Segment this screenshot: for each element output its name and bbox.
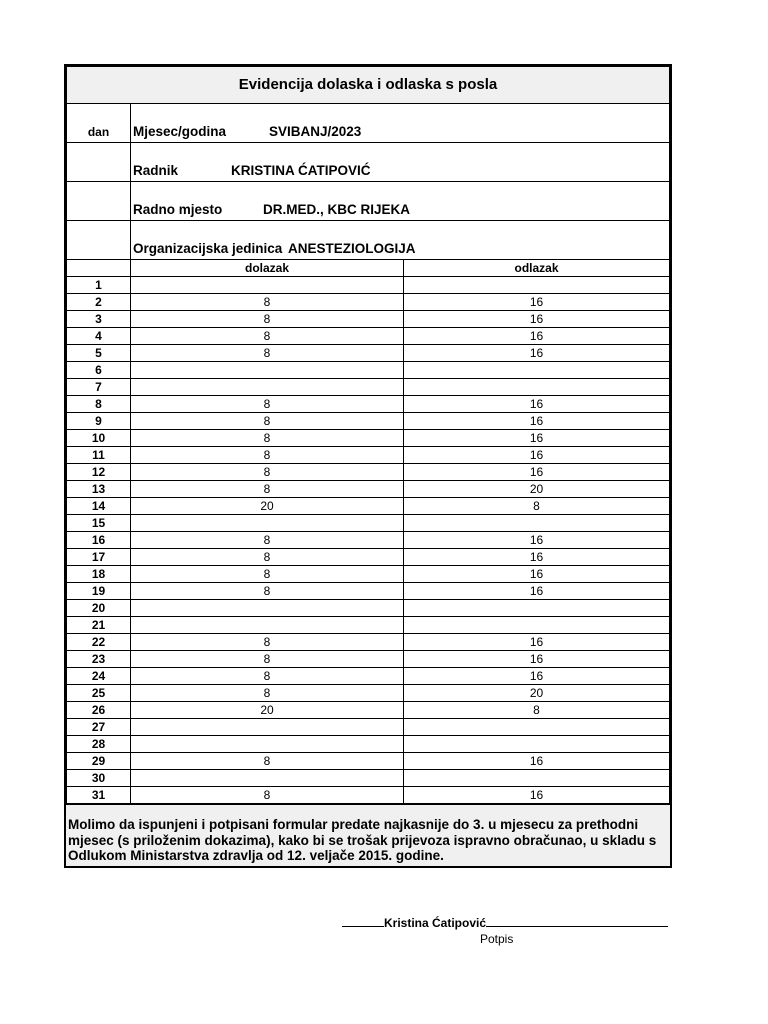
arrival-cell: 8 bbox=[131, 396, 404, 413]
arrival-cell: 8 bbox=[131, 753, 404, 770]
departure-cell bbox=[404, 600, 670, 617]
arrival-cell: 8 bbox=[131, 447, 404, 464]
arrival-cell: 8 bbox=[131, 651, 404, 668]
arrival-cell: 8 bbox=[131, 464, 404, 481]
attendance-table bbox=[66, 66, 670, 804]
departure-cell: 16 bbox=[404, 464, 670, 481]
arrival-cell bbox=[131, 362, 404, 379]
day-number: 21 bbox=[67, 617, 131, 634]
day-number: 26 bbox=[67, 702, 131, 719]
day-row bbox=[67, 515, 670, 532]
day-row bbox=[67, 651, 670, 668]
day-number: 28 bbox=[67, 736, 131, 753]
day-number: 6 bbox=[67, 362, 131, 379]
departure-cell: 16 bbox=[404, 566, 670, 583]
day-number: 12 bbox=[67, 464, 131, 481]
day-row bbox=[67, 668, 670, 685]
departure-cell: 20 bbox=[404, 685, 670, 702]
day-row bbox=[67, 396, 670, 413]
day-number: 13 bbox=[67, 481, 131, 498]
departure-cell: 8 bbox=[404, 498, 670, 515]
day-row bbox=[67, 617, 670, 634]
day-row bbox=[67, 481, 670, 498]
position-value: DR.MED., KBC RIJEKA bbox=[263, 202, 411, 217]
day-row bbox=[67, 328, 670, 345]
worker-value: KRISTINA ĆATIPOVIĆ bbox=[231, 163, 371, 178]
arrival-cell: 8 bbox=[131, 634, 404, 651]
departure-cell: 20 bbox=[404, 481, 670, 498]
blank-cell bbox=[67, 143, 131, 182]
arrival-cell: 8 bbox=[131, 413, 404, 430]
day-number: 30 bbox=[67, 770, 131, 787]
departure-cell: 16 bbox=[404, 345, 670, 362]
signature-name: Kristina Ćatipović bbox=[384, 916, 487, 930]
unit-row bbox=[131, 221, 670, 260]
departure-header: odlazak bbox=[404, 260, 670, 277]
day-row bbox=[67, 345, 670, 362]
position-label: Radno mjesto bbox=[133, 202, 223, 217]
month-label: Mjesec/godina bbox=[133, 124, 227, 139]
day-number: 4 bbox=[67, 328, 131, 345]
departure-cell: 16 bbox=[404, 583, 670, 600]
day-row bbox=[67, 753, 670, 770]
arrival-cell bbox=[131, 515, 404, 532]
day-number: 25 bbox=[67, 685, 131, 702]
signature-underline-right bbox=[486, 914, 668, 927]
arrival-cell: 8 bbox=[131, 583, 404, 600]
day-row bbox=[67, 736, 670, 753]
arrival-cell bbox=[131, 617, 404, 634]
day-row bbox=[67, 430, 670, 447]
day-number: 2 bbox=[67, 294, 131, 311]
signature-label: Potpis bbox=[480, 932, 514, 946]
departure-cell: 16 bbox=[404, 634, 670, 651]
unit-value: ANESTEZIOLOGIJA bbox=[288, 241, 416, 256]
arrival-cell: 8 bbox=[131, 430, 404, 447]
day-number: 7 bbox=[67, 379, 131, 396]
departure-cell: 16 bbox=[404, 413, 670, 430]
departure-cell bbox=[404, 719, 670, 736]
departure-cell bbox=[404, 617, 670, 634]
day-row bbox=[67, 277, 670, 294]
day-row bbox=[67, 770, 670, 787]
signature-underline-left bbox=[342, 914, 384, 927]
departure-cell: 16 bbox=[404, 787, 670, 804]
day-number: 18 bbox=[67, 566, 131, 583]
day-number: 23 bbox=[67, 651, 131, 668]
day-number: 31 bbox=[67, 787, 131, 804]
arrival-cell: 20 bbox=[131, 498, 404, 515]
arrival-header: dolazak bbox=[131, 260, 404, 277]
departure-cell bbox=[404, 379, 670, 396]
arrival-cell bbox=[131, 277, 404, 294]
day-row bbox=[67, 600, 670, 617]
departure-cell bbox=[404, 515, 670, 532]
position-row bbox=[131, 182, 670, 221]
departure-cell bbox=[404, 770, 670, 787]
day-row bbox=[67, 379, 670, 396]
instructions-note: Molimo da ispunjeni i potpisani formular predate najkasnije do 3. u mjesecu za prethodni mjesec (s priloženim dokazima), kako bi se trošak prijevoza ispravno obračunao, u skladu s Odlukom Ministarstva zdravlja od 12. veljače 2015. godine. bbox=[66, 804, 670, 866]
arrival-cell: 8 bbox=[131, 481, 404, 498]
worker-label: Radnik bbox=[133, 163, 179, 178]
day-number: 29 bbox=[67, 753, 131, 770]
departure-cell: 16 bbox=[404, 396, 670, 413]
day-label: dan bbox=[67, 104, 131, 143]
arrival-cell: 8 bbox=[131, 566, 404, 583]
day-number: 20 bbox=[67, 600, 131, 617]
day-row bbox=[67, 498, 670, 515]
day-row bbox=[67, 532, 670, 549]
day-row bbox=[67, 447, 670, 464]
day-number: 15 bbox=[67, 515, 131, 532]
arrival-cell: 8 bbox=[131, 345, 404, 362]
day-number: 22 bbox=[67, 634, 131, 651]
day-number: 27 bbox=[67, 719, 131, 736]
day-number: 17 bbox=[67, 549, 131, 566]
day-number: 1 bbox=[67, 277, 131, 294]
departure-cell: 16 bbox=[404, 294, 670, 311]
departure-cell: 16 bbox=[404, 311, 670, 328]
arrival-cell: 8 bbox=[131, 685, 404, 702]
blank-cell bbox=[67, 221, 131, 260]
arrival-cell bbox=[131, 736, 404, 753]
day-row bbox=[67, 702, 670, 719]
departure-cell: 16 bbox=[404, 532, 670, 549]
day-row bbox=[67, 294, 670, 311]
worker-row bbox=[131, 143, 670, 182]
departure-cell: 16 bbox=[404, 651, 670, 668]
arrival-cell bbox=[131, 719, 404, 736]
signature-line bbox=[342, 914, 668, 930]
arrival-cell bbox=[131, 379, 404, 396]
day-row bbox=[67, 583, 670, 600]
month-row bbox=[131, 104, 670, 143]
day-row bbox=[67, 362, 670, 379]
day-row bbox=[67, 787, 670, 804]
departure-cell: 16 bbox=[404, 549, 670, 566]
unit-label: Organizacijska jedinica bbox=[133, 241, 283, 256]
departure-cell bbox=[404, 736, 670, 753]
departure-cell: 16 bbox=[404, 447, 670, 464]
arrival-cell bbox=[131, 600, 404, 617]
day-row bbox=[67, 566, 670, 583]
departure-cell bbox=[404, 362, 670, 379]
attendance-form bbox=[64, 64, 672, 868]
day-row bbox=[67, 685, 670, 702]
day-number: 19 bbox=[67, 583, 131, 600]
day-number: 3 bbox=[67, 311, 131, 328]
arrival-cell: 8 bbox=[131, 668, 404, 685]
day-number: 8 bbox=[67, 396, 131, 413]
arrival-cell: 8 bbox=[131, 294, 404, 311]
day-row bbox=[67, 413, 670, 430]
arrival-cell: 8 bbox=[131, 549, 404, 566]
arrival-cell: 8 bbox=[131, 328, 404, 345]
day-row bbox=[67, 311, 670, 328]
blank-cell bbox=[67, 260, 131, 277]
arrival-cell bbox=[131, 770, 404, 787]
arrival-cell: 8 bbox=[131, 311, 404, 328]
day-number: 14 bbox=[67, 498, 131, 515]
departure-cell: 8 bbox=[404, 702, 670, 719]
day-row bbox=[67, 634, 670, 651]
arrival-cell: 20 bbox=[131, 702, 404, 719]
departure-cell: 16 bbox=[404, 430, 670, 447]
day-number: 11 bbox=[67, 447, 131, 464]
day-row bbox=[67, 719, 670, 736]
departure-cell bbox=[404, 277, 670, 294]
arrival-cell: 8 bbox=[131, 787, 404, 804]
arrival-cell: 8 bbox=[131, 532, 404, 549]
day-number: 24 bbox=[67, 668, 131, 685]
form-title: Evidencija dolaska i odlaska s posla bbox=[67, 67, 670, 104]
blank-cell bbox=[67, 182, 131, 221]
departure-cell: 16 bbox=[404, 668, 670, 685]
day-number: 10 bbox=[67, 430, 131, 447]
day-number: 5 bbox=[67, 345, 131, 362]
day-number: 9 bbox=[67, 413, 131, 430]
month-value: SVIBANJ/2023 bbox=[269, 124, 362, 139]
day-row bbox=[67, 464, 670, 481]
day-row bbox=[67, 549, 670, 566]
day-number: 16 bbox=[67, 532, 131, 549]
departure-cell: 16 bbox=[404, 328, 670, 345]
departure-cell: 16 bbox=[404, 753, 670, 770]
